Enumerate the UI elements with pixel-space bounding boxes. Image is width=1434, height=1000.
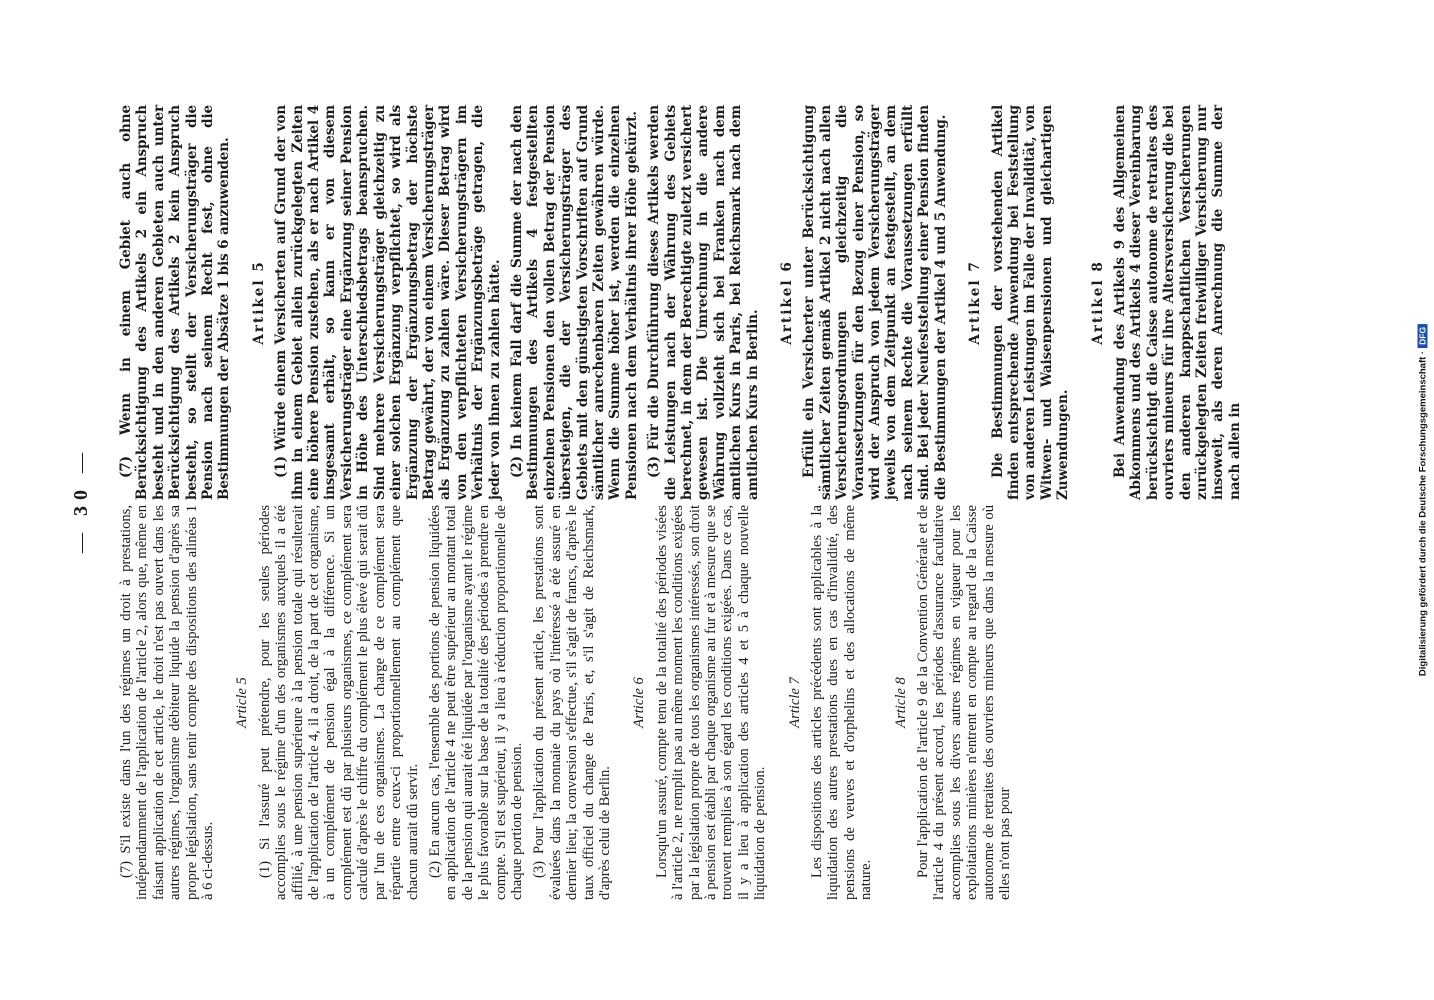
german-article-6-heading: Artikel 6 xyxy=(779,260,796,345)
french-article-7-paragraph: Les dispositions des articles précédents sont applicables à la liquidation des autres prestations dues en cas d'invalidité, des pensions de veuves et d'orphelins et des allocations de même nature. xyxy=(809,505,875,900)
page-number: — 30 — xyxy=(70,447,92,553)
german-article-8-paragraph: Bei Anwendung des Artikels 9 des Allgemeinen Abkommens und des Artikels 4 dieser Vereinbarung berücksichtigt die Caisse autonome de retraites des ouvriers mineurs für ihre Altersversicherung die bei den anderen knappschaftlichen Versicherungen zurückgelegten Zeiten freiwilliger Versicherung nur insoweit, als deren Anrechnung die Summe der nach allen in xyxy=(1111,105,1243,500)
german-article-5-paragraph-1: (1) Würde einem Versicherten auf Grund der von ihm in einem Gebiet allein zurückgelegten Zeiten eine höhere Pension zustehen, als er nach Artikel 4 insgesamt erhält, so kann er von diesem Versicherungsträger eine Ergänzung seiner Pension in Höhe des Unterschiedsbetrags beanspruchen. Sind mehrere Versicherungsträger gleichzeitig zu einer solchen Ergänzung verpflichtet, so wird als Ergänzung der Ergänzungsbetrag der höchste Betrag gewährt, der von einem Versicherungsträger als Ergänzung zu zahlen wäre. Dieser Betrag wird von den verpflichteten Versicherungsträgern im Verhältnis der Ergänzungsbeträge getragen, die jeder von ihnen zu zahlen hätte. xyxy=(273,105,503,500)
credit-text: Digitalisierung gefördert durch die Deutsche Forschungsgemeinschaft · xyxy=(1417,350,1429,677)
dfg-logo-badge: DFG xyxy=(1418,324,1428,348)
french-article-8-paragraph: Pour l'application de l'article 9 de la Convention Générale et de l'article 4 du présent accord, les périodes d'assurance facultative accomplies sous les divers autres régimes en vigueur pour les exploitations minières n'entrent en compte au regard de la Caisse autonome de retraites des ouvriers mineurs que dans la mesure où elles n'ont pas pour xyxy=(915,505,1014,900)
french-column xyxy=(118,505,1020,900)
french-article-5-paragraph-1: (1) Si l'assuré peut prétendre, pour les seules périodes accomplies sous le régime d'un des organismes auxquels il a été affilié, à une pension supérieure à la pension totale qui résulterait de l'application de l'article 4, il a droit, de la part de cet organisme, à un complément de pension égal à la différence. Si un complément est dû par plusieurs organismes, ce complément sera calculé d'après le chiffre du complément le plus élevé qui serait dû par l'un de ces organismes. La charge de ce complément sera répartie entre ceux-ci proportionnellement au complément que chacun aurait dû servir. xyxy=(256,505,421,900)
german-article-5-paragraph-2: (2) In keinem Fall darf die Summe der nach den Bestimmungen des Artikels 4 festgestellten einzelnen Pensionen den vollen Betrag der Pension übersteigen, die der Versicherungsträger des Gebiets mit den günstigsten Vorschriften auf Grund sämtlicher anrechenbaren Zeiten gewähren würde. Wenn die Summe höher ist, werden die einzelnen Pensionen nach dem Verhältnis ihrer Höhe gekürzt. xyxy=(508,105,640,500)
german-article-7-paragraph: Die Bestimmungen der vorstehenden Artikel finden entsprechende Anwendung bei Feststellung von anderen Leistungen im Falle der Invalidität, von Witwen- und Waisenpensionen und gleichartigen Zuwendungen. xyxy=(989,105,1072,500)
german-article-5-heading: Artikel 5 xyxy=(250,260,267,345)
german-article-7-heading: Artikel 7 xyxy=(967,260,984,345)
german-article-6-paragraph: Erfüllt ein Versicherter unter Berücksichtigung sämtlicher Zeiten gemäß Artikel 2 nicht nach allen Versicherungsordnungen gleichzeitig die Voraussetzungen für den Bezug einer Pension, so wird der Anspruch von jedem Versicherungsträger jeweils von dem Zeitpunkt an festgestellt, an dem nach seinem Rechte die Voraussetzungen erfüllt sind. Bei jeder Neufeststellung einer Pension finden die Bestimmungen der Artikel 4 und 5 Anwendung. xyxy=(801,105,949,500)
french-article-8-heading: Article 8 xyxy=(892,677,909,728)
german-paragraph-7: (7) Wenn in einem Gebiet auch ohne Berücksichtigung des Artikels 2 ein Anspruch besteht und in den anderen Gebieten auch unter Berücksichtigung des Artikels 2 kein Anspruch besteht, so stellt der Versicherungsträger die Pension nach seinem Recht fest, ohne die Bestimmungen der Absätze 1 bis 6 anzuwenden. xyxy=(118,105,233,500)
french-article-5-heading: Article 5 xyxy=(234,677,251,728)
german-column xyxy=(118,105,1249,500)
french-paragraph-7: (7) S'il existe dans l'un des régimes un droit à prestations, indépendamment de l'application de l'article 2, alors que, même en faisant application de cet article, le droit n'est pas ouvert dans les autres régimes, l'organisme débiteur liquide la pension d'après sa propre législation, sans tenir compte des dispositions des alinéas 1 à 6 ci-dessus. xyxy=(118,505,217,900)
german-article-8-heading: Artikel 8 xyxy=(1089,260,1106,345)
french-article-5-paragraph-3: (3) Pour l'application du présent article, les prestations sont évaluées dans la monnaie du pays où l'intéressé a été assuré en dernier lieu; la conversion s'effectue, s'il s'agit de francs, d'après le taux officiel du change de Paris, et, s'il s'agit de Reichsmark, d'après celui de Berlin. xyxy=(531,505,613,900)
french-article-5-paragraph-2: (2) En aucun cas, l'ensemble des portions de pension liquidées en application de l'article 4 ne peut être supérieur au montant total de la pension qui aurait été liquidée par l'organisme ayant le régime le plus favorable sur la base de la totalité des périodes à prendre en compte. S'il est supérieur, il y a lieu à réduction proportionnelle de chaque portion de pension. xyxy=(426,505,525,900)
french-article-7-heading: Article 7 xyxy=(786,677,803,728)
german-article-5-paragraph-3: (3) Für die Durchführung dieses Artikels werden die Leistungen nach der Währung des Gebiets berechnet, in dem der Berechtigte zuletzt versichert gewesen ist. Die Umrechnung in die andere Währung vollzieht sich bei Franken nach dem amtlichen Kurs in Paris, bei Reichsmark nach dem amtlichen Kurs in Berlin. xyxy=(646,105,761,500)
french-article-6-heading: Article 6 xyxy=(631,677,648,728)
french-article-6-paragraph: Lorsqu'un assuré, compte tenu de la totalité des périodes visées à l'article 2, ne remplit pas au même moment les conditions exigées par la législation propre de tous les organismes intéressés, son droit à pension est établi par chaque organisme au fur et à mesure que se trouvent remplies à son égard les conditions exigées. Dans ce cas, il y a lieu à application des articles 4 et 5 à chaque nouvelle liquidation de pension. xyxy=(653,505,769,900)
